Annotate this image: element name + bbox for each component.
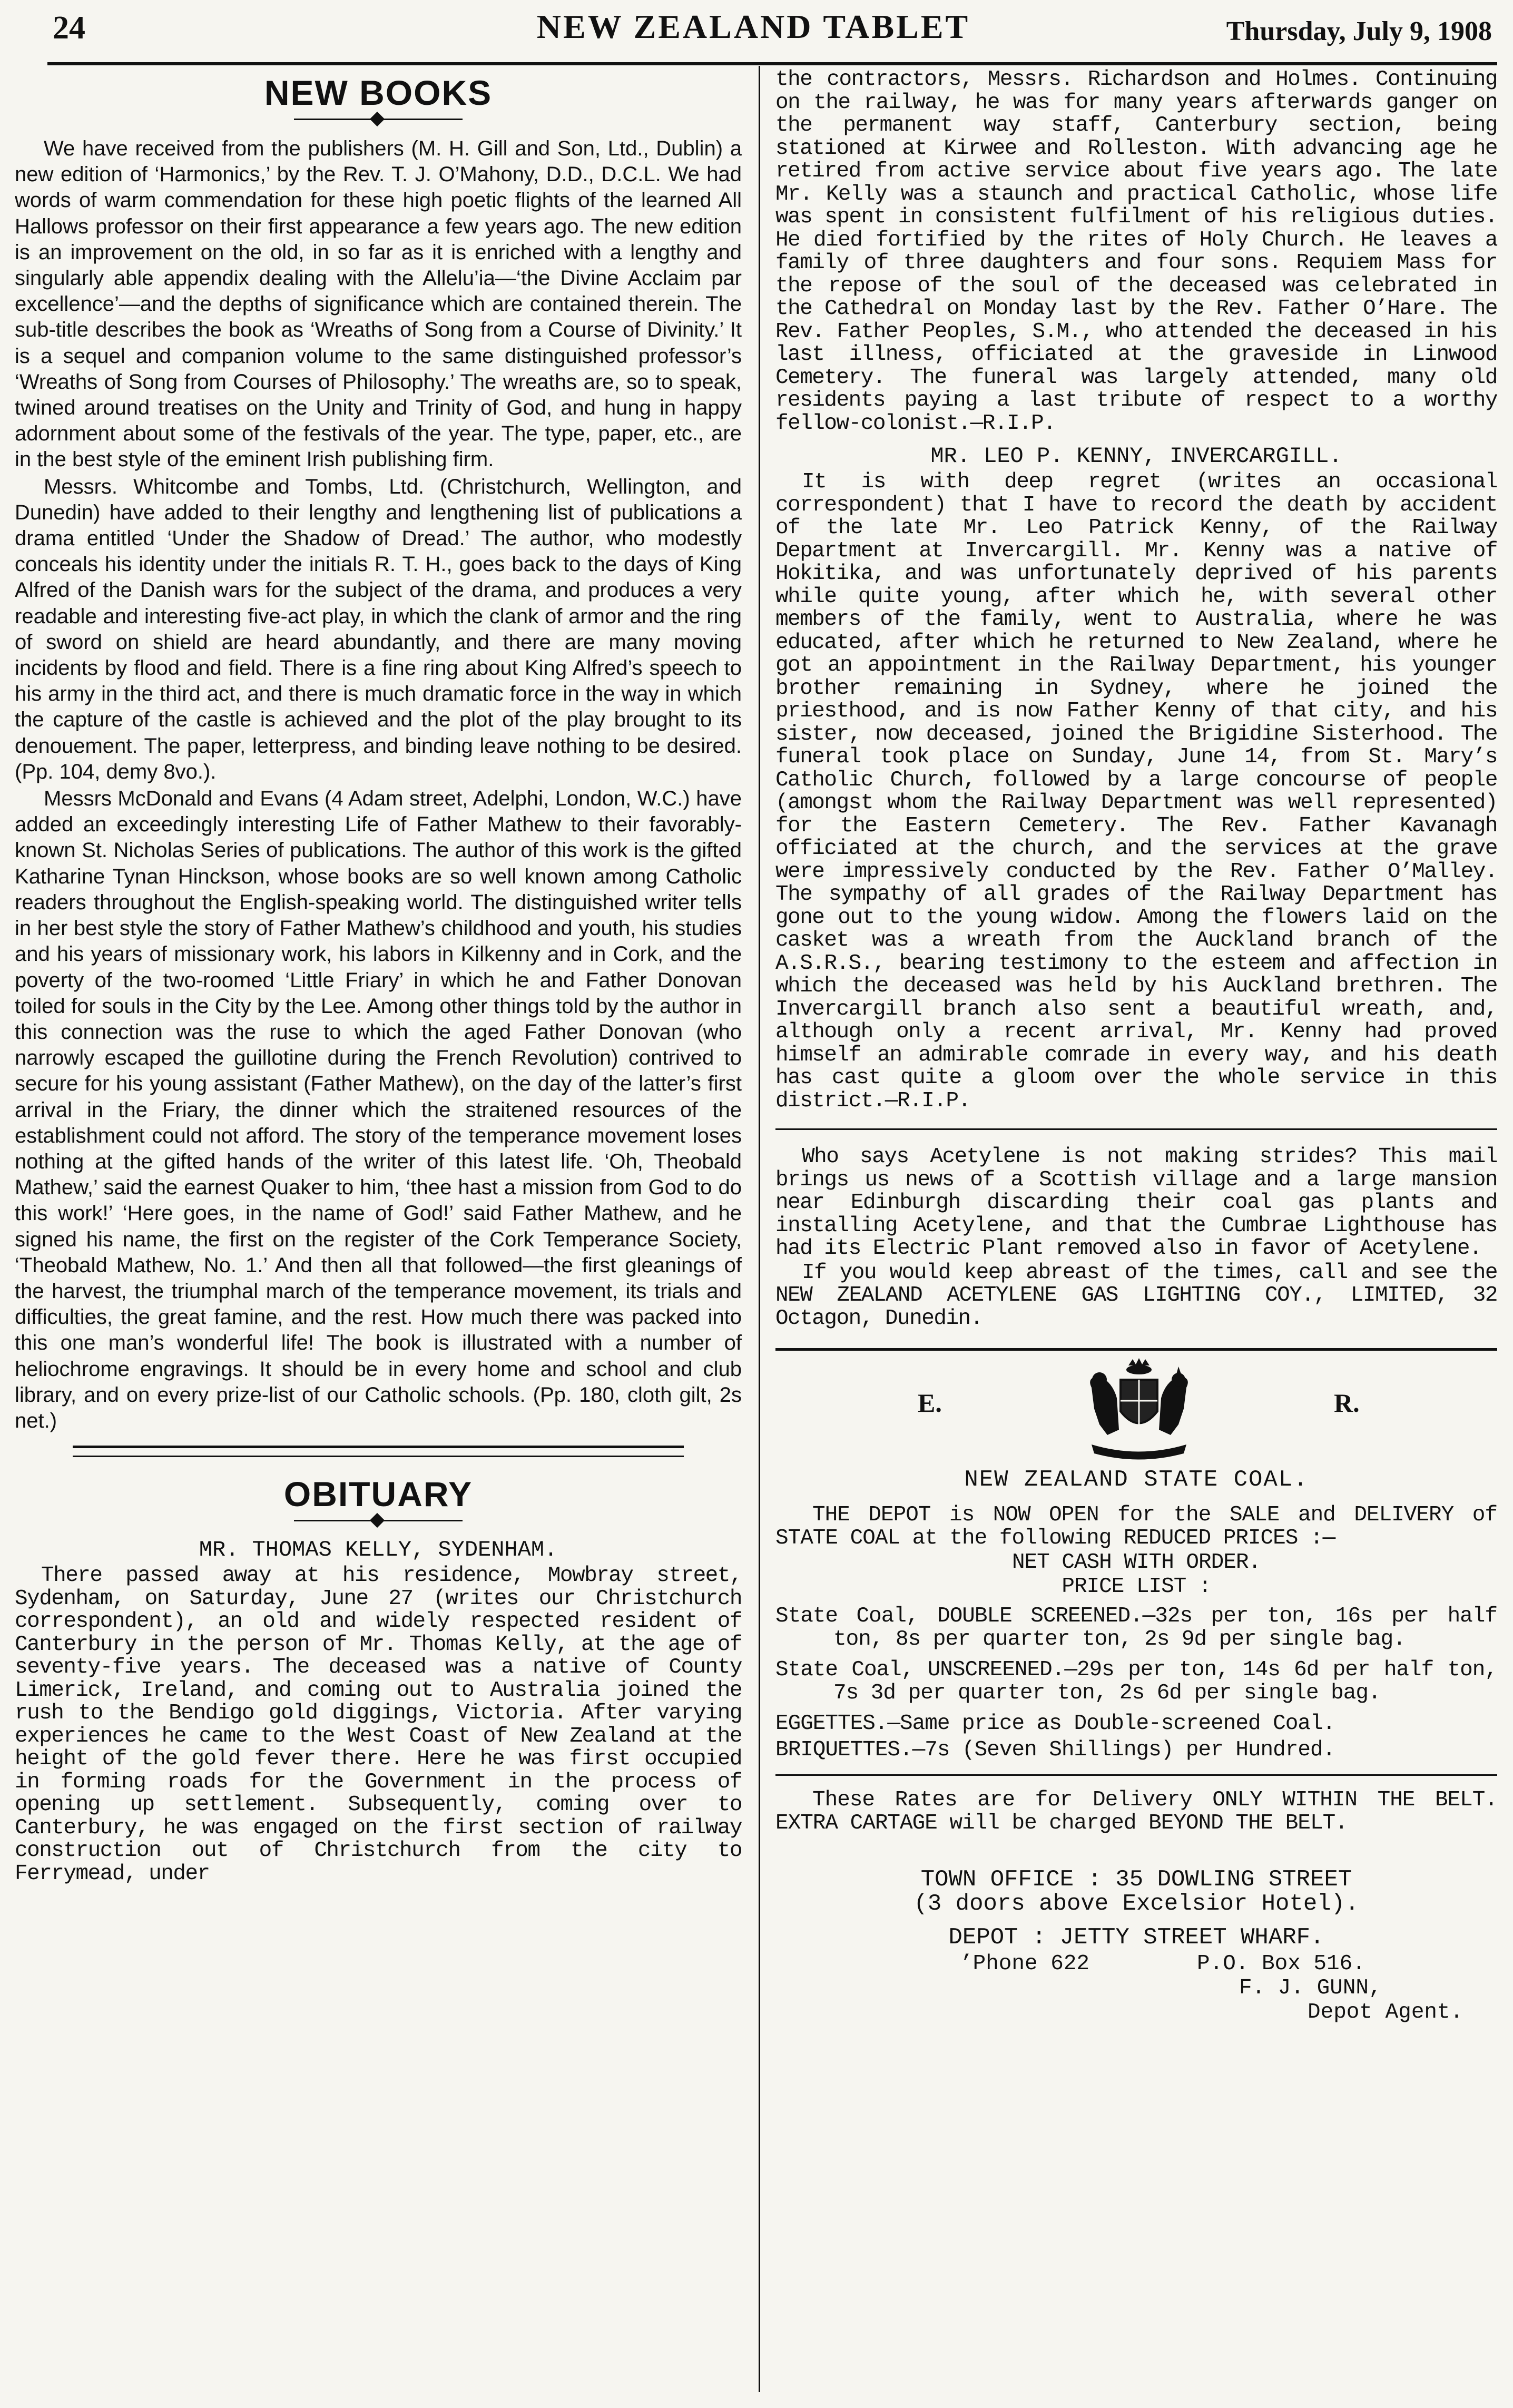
cipher-letter-r: R. xyxy=(1334,1388,1360,1418)
double-screened-price: State Coal, DOUBLE SCREENED.—32s per ton, 16s per half ton, 8s per quarter ton, 2s 9d per single bag. xyxy=(775,1604,1497,1652)
spacer xyxy=(775,1836,1497,1868)
heading-ornament xyxy=(294,1515,463,1526)
right-column xyxy=(775,68,1497,2024)
column-divider xyxy=(759,66,760,2392)
agent-name-row xyxy=(775,1976,1497,2000)
acetylene-notice xyxy=(775,1146,1497,1330)
kenny-heading: MR. LEO P. KENNY, INVERCARGILL. xyxy=(930,444,1342,469)
acetylene-paragraph: Who says Acetylene is not making strides? This mail brings us news of a Scottish village and a large mansion near Edinburgh discarding their coal gas plants and installing Acetylene, and that the Cumbrae Lighthouse has had its Electric Plant removed also in favor of Acetylene. xyxy=(775,1145,1497,1261)
briquettes-price: BRIQUETTES.—7s (Seven Shillings) per Hundred. xyxy=(775,1738,1335,1762)
new-books-body xyxy=(15,136,742,1434)
kelly-text-part1: There passed away at his residence, Mowbray street, Sydenham, on Saturday, June 27 (writes our Christchurch correspondent), an old and widely respected resident of Canterbury in the person of Mr. Thomas Kelly, at the age of seventy-five years. The deceased was a native of County Limerick, Ireland, and coming out to Australia joined the rush to the Bendigo gold diggings, Victoria. After varying experiences he came to the West Coast of New Zealand at the height of the gold fever there. Here he was first occupied in forming roads for the Government in the process of opening up settlement. Subsequently, coming over to Canterbury, he was engaged on the first section of railway construction out of Christchurch from the city to Ferrymead, under xyxy=(15,1564,742,1886)
town-office: TOWN OFFICE : 35 DOWLING STREET xyxy=(920,1866,1352,1893)
office-location: (3 doors above Excelsior Hotel). xyxy=(913,1891,1359,1917)
new-books-paragraph: We have received from the publishers (M. H. Gill and Son, Ltd., Dublin) a new edition of ‘Harmonics,’ by the Rev. T. J. O’Mahony, D.D., D.C.L. We had words of warm commendation for these high poetic flights of the learned All Hallows professor on their first appearance a few years ago. The new edition is an improvement on the old, in so far as it is enriched with a lengthy and singularly able appendix dealing with the Allelu’ia—‘the Divine Acclaim par excellence’—and the depths of significance which are contained therein. The sub-title describes the book as ‘Wreaths of Song from a Course of Divinity.’ It is a sequel and companion volume to the same distinguished professor’s ‘Wreaths of Song from Courses of Philosophy.’ The wreaths are, so to speak, twined around treatises on the Unity and Trinity of God, and hung in happy adornment about some of the festivals of the year. The type, paper, etc., are in the best style of the eminent Irish publishing firm. xyxy=(15,137,742,471)
section-divider xyxy=(73,1446,684,1457)
section-divider xyxy=(775,1774,1497,1776)
heading-ornament xyxy=(294,114,463,124)
issue-date: Thursday, July 9, 1908 xyxy=(1226,16,1492,46)
section-divider xyxy=(775,1348,1497,1351)
phone-number: ’Phone 622 xyxy=(960,1952,1090,1976)
kelly-text-part2: the contractors, Messrs. Richardson and Holmes. Continuing on the railway, he was for many years afterwards ganger on the permanent way staff, Canterbury section, being stationed at Kirwee and Rolleston. With advancing age he retired from active service about five years ago. The late Mr. Kelly was a staunch and practical Catholic, whose life was spent in consistent fulfilment of his religious duties. He died fortified by the rites of Holy Church. He leaves a family of three daughters and four sons. Requiem Mass for the repose of the soul of the deceased was celebrated in the Cathedral on Monday last by the Rev. Father O’Hare. The Rev. Father Peoples, S.M., who attended the deceased in his last illness, officiated at the graveside in Linwood Cemetery. The funeral was largely attended, many old residents paying a last tribute of respect to a worthy fellow-colonist.—R.I.P. xyxy=(775,67,1497,436)
coal-intro: THE DEPOT is NOW OPEN for the SALE and DELIVERY of STATE COAL at the following REDUCED PRICES :— xyxy=(775,1503,1497,1550)
delivery-rates: These Rates are for Delivery ONLY WITHIN THE BELT. EXTRA CARTAGE will be charged BEYOND THE BELT. xyxy=(775,1788,1497,1835)
agent-title-row xyxy=(775,2000,1497,2024)
new-books-paragraph: Messrs. Whitcombe and Tombs, Ltd. (Christchurch, Wellington, and Dunedin) have added to their lengthy and lengthening list of publications a drama entitled ‘Under the Shadow of Dread.’ The author, who modestly conceals his identity under the initials R. T. H., goes back to the days of King Alfred of the Danish wars for the subject of the drama, and produces a very readable and interesting five-act play, in which the clank of armor and the ring of sword on shield are heard abundantly, and there are many moving incidents by flood and field. There is a fine ring about King Alfred’s speech to his army in the third act, and there is much dramatic force in the way in which the capture of the castle is achieved and the plot of the play brought to its denouement. The paper, letterpress, and binding leave nothing to be desired. (Pp. 104, demy 8vo.). xyxy=(15,475,742,783)
agent-name: F. J. GUNN, xyxy=(1239,1976,1382,2000)
masthead: NEW ZEALAND TABLET xyxy=(536,8,970,45)
state-coal-advert xyxy=(775,1503,1497,1835)
state-coal-title: NEW ZEALAND STATE COAL. xyxy=(964,1467,1309,1493)
kelly-obituary-right xyxy=(775,68,1497,435)
royal-arms-row xyxy=(775,1356,1497,1467)
royal-coat-of-arms-icon xyxy=(1070,1356,1207,1467)
new-books-paragraph: Messrs McDonald and Evans (4 Adam street, Adelphi, London, W.C.) have added an exceedingly interesting Life of Father Mathew to their favorably-known St. Nicholas Series of publications. The author of this work is the gifted Katharine Tynan Hinckson, whose books are so well known among Catholic readers throughout the English-speaking world. The distinguished writer tells in her best style the story of Father Mathew’s childhood and youth, his studies and his years of missionary work, his labors in Kilkenny and in Cork, and the poverty of the two-roomed ‘Little Friary’ in which he and Father Donovan toiled for souls in the City by the Lee. Among other things told by the author in this connection was the ruse to which the aged Father Donovan (who narrowly escaped the guillotine during the French Revolution) contrived to secure for his young assistant (Father Mathew), on the day of the latter’s first arrival in the Friary, the dinner which the straitened resources of the establishment could not afford. The story of the temperance movement loses nothing at the gifted hands of the writer of this latest life. ‘Oh, Theobald Mathew,’ said the earnest Quaker to him, ‘thee hast a mission from God to do this work!’ ‘Here goes, in the name of God!’ said Father Mathew, and he signed his name, the first on the register of the Cork Temperance Society, ‘Theobald Mathew, No. 1.’ And then all that followed—the first gleanings of the harvest, the triumphal march of the temperance movement, its trials and difficulties, the great famine, and the rest. How much there was packed into this one man’s wonderful life! The book is illustrated with a number of heliochrome engravings. It should be in every home and school and club library, and on every prize-list of our Catholic schools. (Pp. 180, cloth gilt, 2s net.) xyxy=(15,787,742,1432)
agent-title: Depot Agent. xyxy=(1308,2000,1463,2024)
kelly-obituary-left xyxy=(15,1565,742,1885)
kenny-text: It is with deep regret (writes an occasional correspondent) that I have to record the death by accident of the late Mr. Leo Patrick Kenny, of the Railway Department at Invercargill. Mr. Kenny was a native of Hokitika, and was unfortunately deprived of his parents while quite young, after which he, with several other members of the family, went to Australia, where he was educated, after which he returned to New Zealand, where he got an appointment in the Railway Department, his younger brother remaining in Sydney, where he joined the priesthood, and is now Father Kenny of that city, and his sister, now deceased, joined the Brigidine Sisterhood. The funeral took place on Sunday, June 14, from St. Mary’s Catholic Church, followed by a large concourse of people (amongst whom the Railway Department was well represented) for the Eastern Cemetery. The Rev. Father Kavanagh officiated at the church, and the services at the grave were impressively conducted by the Rev. Father O’Malley. The sympathy of all grades of the Railway Department has gone out to the young widow. Among the flowers laid on the casket was a wreath from the Auckland branch of the A.S.R.S., bearing testimony to the esteem and affection in which the deceased was held by his Auckland brethren. The Invercargill branch also sent a beautiful wreath, and, although only a recent arrival, Mr. Kenny had proved himself an admirable comrade in every way, and his death has cast quite a gloom over the whole service in this district.—R.I.P. xyxy=(775,470,1497,1113)
unscreened-price: State Coal, UNSCREENED.—29s per ton, 14s 6d per half ton, 7s 3d per quarter ton, 2s 6d per single bag. xyxy=(775,1658,1497,1705)
left-column xyxy=(15,68,742,1886)
kenny-obituary xyxy=(775,471,1497,1113)
acetylene-paragraph: If you would keep abreast of the times, call and see the NEW ZEALAND ACETYLENE GAS LIGHTING COY., LIMITED, 32 Octagon, Dunedin. xyxy=(775,1260,1497,1331)
new-books-heading: NEW BOOKS xyxy=(264,73,493,112)
eggettes-price: EGGETTES.—Same price as Double-screened Coal. xyxy=(775,1712,1335,1736)
kelly-heading: MR. THOMAS KELLY, SYDENHAM. xyxy=(199,1537,558,1563)
price-list-label: PRICE LIST : xyxy=(1062,1575,1211,1599)
phone-po-row xyxy=(775,1952,1497,1976)
net-cash: NET CASH WITH ORDER. xyxy=(1011,1550,1261,1575)
cipher-letter-e: E. xyxy=(918,1388,942,1418)
page-number: 24 xyxy=(53,10,85,46)
po-box: P.O. Box 516. xyxy=(1197,1952,1365,1976)
header-rule xyxy=(47,62,1497,65)
section-divider xyxy=(775,1128,1497,1130)
depot-address: DEPOT : JETTY STREET WHARF. xyxy=(948,1924,1324,1951)
obituary-heading: OBITUARY xyxy=(283,1475,473,1514)
